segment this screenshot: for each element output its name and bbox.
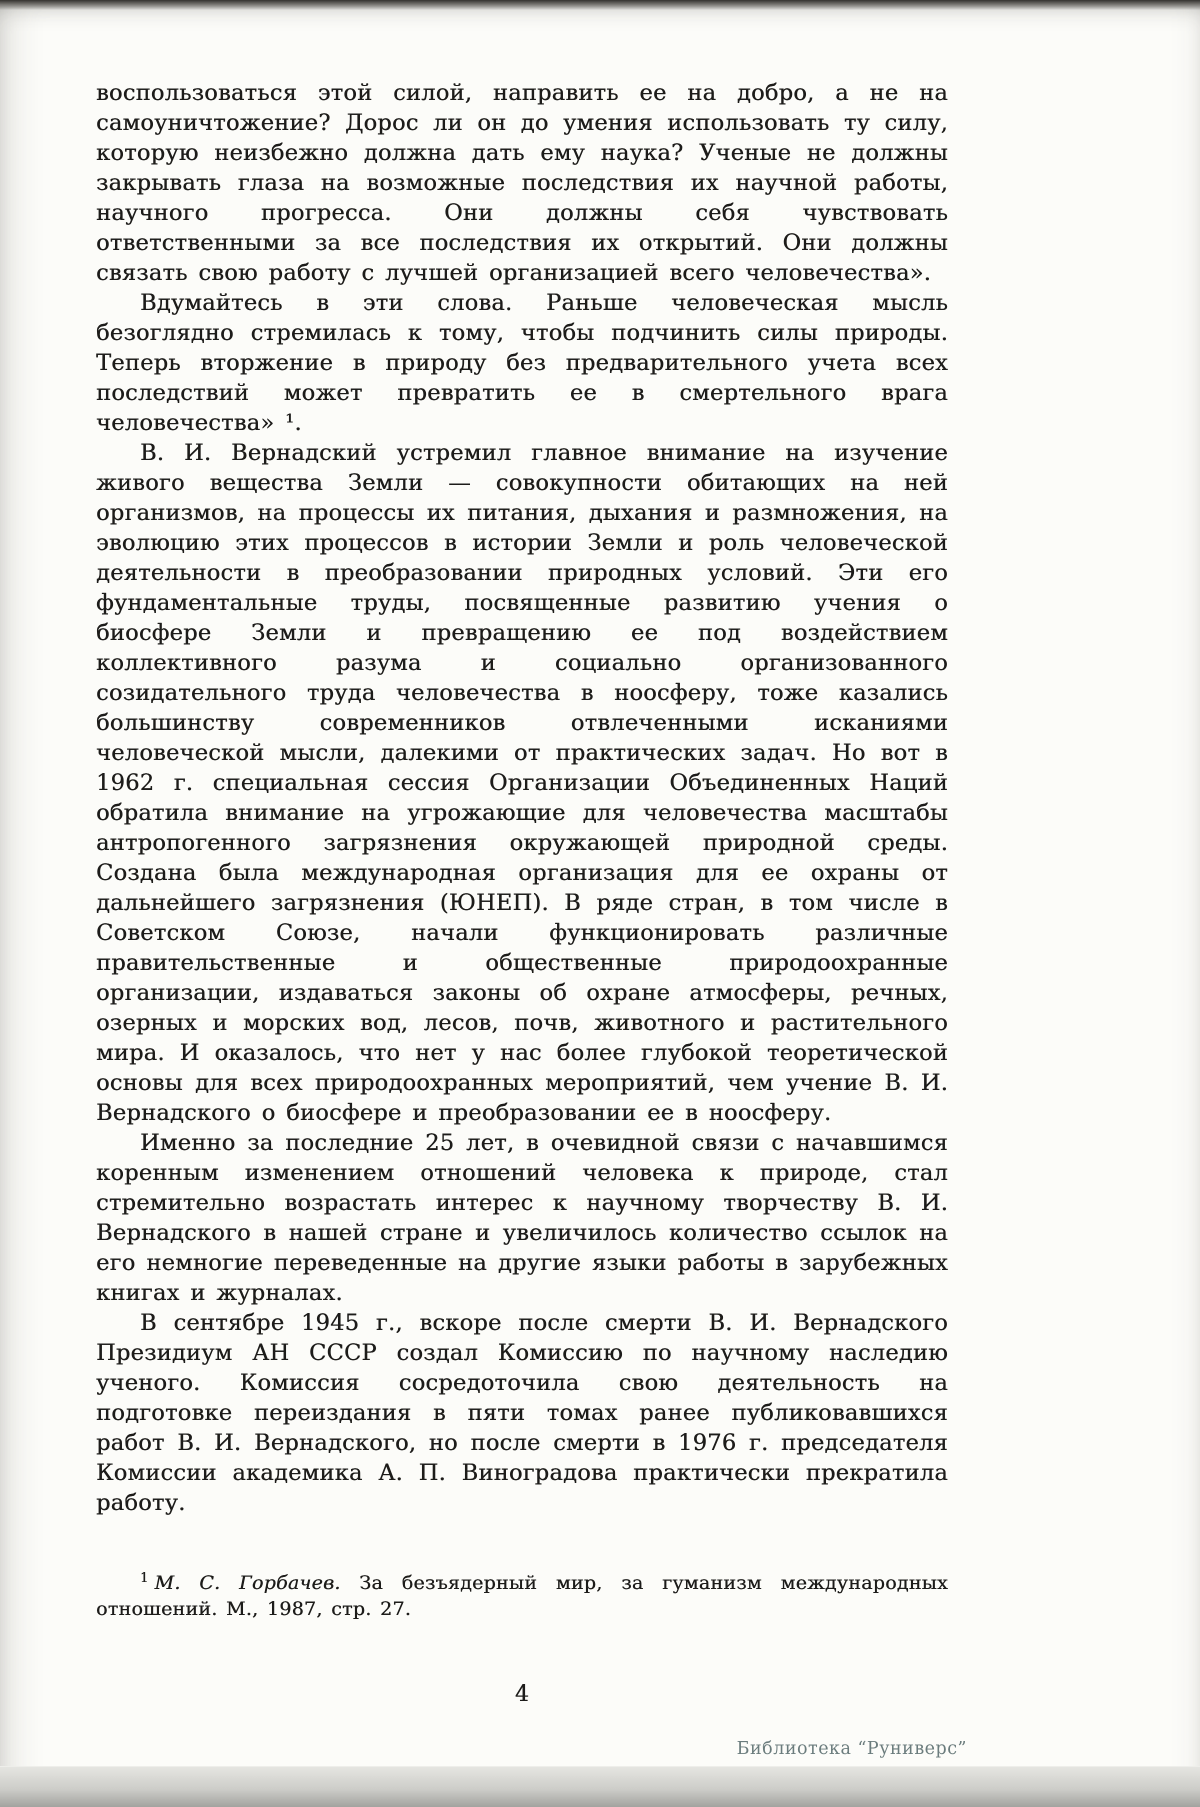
scan-bottom-band [0, 1766, 1200, 1807]
paragraph: В сентябре 1945 г., вскоре после смерти В. И. Вернадского Президиум АН СССР создал Комиссию по научному наследию ученого. Комиссия сосредоточила свою деятельность на подготовке переиздания в пяти томах ранее публиковавшихся работ В. И. Вернадского, но после смерти в 1976 г. председателя Комиссии академика А. П. Виноградова практически прекратила работу. [96, 1310, 948, 1516]
paragraph: Вдумайтесь в эти слова. Раньше человеческая мысль безоглядно стремилась к тому, чтобы подчинить силы природы. Теперь вторжение в природу без предварительного учета всех последствий может превратить ее в смертельного врага человечества» ¹. [96, 290, 948, 436]
paragraph: Именно за последние 25 лет, в очевидной связи с начавшимся коренным изменением отношений человека к природе, стал стремительно возрастать интерес к научному творчеству В. И. Вернадского в нашей стране и увеличилось количество ссылок на его немногие переведенные на другие языки работы в зарубежных книгах и журналах. [96, 1130, 948, 1306]
footnote-marker: 1 [140, 1570, 149, 1586]
footnote-text: За безъядерный мир, за гуманизм международных отношений. М., 1987, стр. 27. [96, 1572, 948, 1620]
footnote [96, 1570, 948, 1622]
watermark: Библиотека “Руниверс” [736, 1739, 967, 1759]
paragraph: воспользоваться этой силой, направить ее на добро, а не на самоуничтожение? Дорос ли он до умения использовать ту силу, которую неизбежно должна дать ему наука? Ученые не должны закрывать глаза на возможные последствия их научной работы, научного прогресса. Они должны себя чувствовать ответственными за все последствия их открытий. Они должны связать свою работу с лучшей организацией всего человечества». [96, 80, 948, 286]
page-number: 4 [514, 1682, 530, 1707]
paragraph: В. И. Вернадский устремил главное внимание на изучение живого вещества Земли — совокупности обитающих на ней организмов, на процессы их питания, дыхания и размножения, на эволюцию этих процессов в истории Земли и роль человеческой деятельности в преобразовании природных условий. Эти его фундаментальные труды, посвященные развитию учения о биосфере Земли и превращению ее под воздействием коллективного разума и социально организованного созидательного труда человечества в ноосферу, тоже казались большинству современников отвлеченными исканиями человеческой мысли, далекими от практических задач. Но вот в 1962 г. специальная сессия Организации Объединенных Наций обратила внимание на угрожающие для человечества масштабы антропогенного загрязнения окружающей природной среды. Создана была международная организация для ее охраны от дальнейшего загрязнения (ЮНЕП). В ряде стран, в том числе в Советском Союзе, начали функционировать различные правительственные и общественные природоохранные организации, издаваться законы об охране атмосферы, речных, озерных и морских вод, лесов, почв, животного и растительного мира. И оказалось, что нет у нас более глубокой теоретической основы для всех природоохранных мероприятий, чем учение В. И. Вернадского о биосфере и преобразовании ее в ноосферу. [96, 440, 948, 1126]
footnote-author: М. С. Горбачев. [154, 1572, 341, 1594]
